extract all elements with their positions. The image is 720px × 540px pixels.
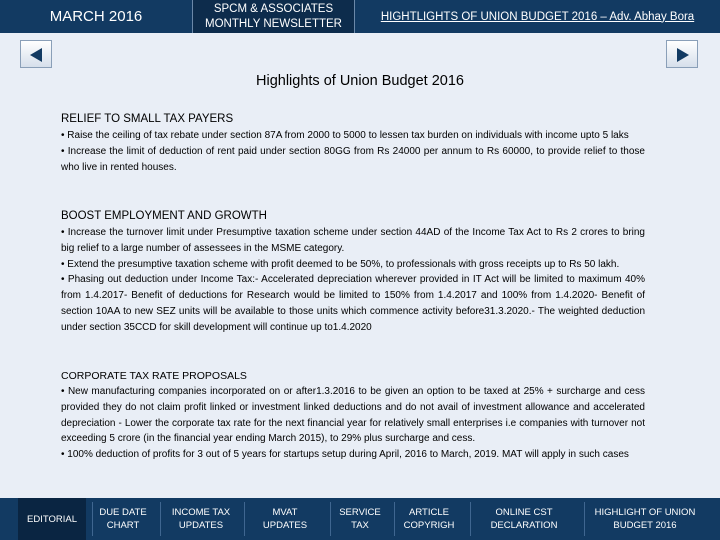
previous-page-button[interactable] (20, 40, 52, 68)
section-heading: BOOST EMPLOYMENT AND GROWTH (61, 210, 267, 222)
nav-label: UPDATES (178, 520, 224, 531)
nav-label: UPDATES (262, 520, 308, 531)
page-title: Highlights of Union Budget 2016 (256, 73, 464, 89)
bullet-paragraph: • Phasing out deduction under Income Tax:- Accelerated depreciation wherever provided in IT Act will be limited to maximum 40% from 1.4.2017- Benefit of deductions for Research would be limited to 150% from 1.4.2017 and 100% from 1.4.2020- Benefit of section 10AA to new SEZ units will be available to those units which commence activity before31.3.2020.- The weighted deduction under section 35CCD for skill development will continue up to1.4.2020 (61, 274, 645, 333)
section-heading: CORPORATE TAX RATE PROPOSALS (61, 370, 247, 382)
nav-label: ONLINE CST (495, 507, 553, 518)
nav-label: COPYRIGH (403, 520, 455, 531)
newsletter-title (193, 0, 354, 33)
article-title-link[interactable]: HIGHTLIGHTS OF UNION BUDGET 2016 – Adv. Abhay Bora (380, 10, 695, 23)
nav-label: TAX (351, 520, 369, 531)
nav-label: CHART (106, 520, 140, 531)
nav-online-cst-declaration-button[interactable] (471, 498, 577, 540)
nav-label: DUE DATE (99, 507, 147, 518)
bullet-paragraph: • Extend the presumptive taxation scheme with profit deemed to be 50%, to professionals with gross receipts up to Rs 50 lakh. (61, 258, 620, 270)
nav-label: MVAT (272, 507, 298, 518)
newsletter-title-line2: MONTHLY NEWSLETTER (205, 17, 342, 30)
bullet-paragraph: • Increase the limit of deduction of rent paid under section 80GG from Rs 24000 per annum to Rs 60000, to provide relief to those who live in rented houses. (61, 145, 645, 173)
bullet-paragraph: • Increase the turnover limit under Presumptive taxation scheme under section 44AD of the Income Tax Act to Rs 2 crores to bring big relief to a large number of assessees in the MSME category. (61, 227, 645, 254)
nav-label: HIGHLIGHT OF UNION (594, 507, 696, 518)
section-employment (61, 209, 645, 336)
next-page-button[interactable] (666, 40, 698, 68)
section-relief (61, 112, 645, 175)
section-corporate-tax (61, 369, 645, 463)
nav-service-tax-button[interactable] (331, 498, 389, 540)
section-heading: RELIEF TO SMALL TAX PAYERS (61, 113, 234, 125)
bullet-paragraph: • Raise the ceiling of tax rebate under section 87A from 2000 to 5000 to lessen tax burden on individuals with income upto 5 laks (61, 130, 629, 141)
nav-label: INCOME TAX (171, 507, 231, 518)
issue-month: MARCH 2016 (49, 8, 143, 25)
triangle-right-icon (677, 48, 689, 62)
nav-income-tax-updates-button[interactable] (161, 498, 241, 540)
nav-label: SERVICE (339, 507, 381, 518)
nav-article-copyright-button[interactable] (395, 498, 463, 540)
nav-editorial-button[interactable] (18, 498, 86, 540)
nav-label: ARTICLE (409, 507, 449, 518)
bullet-paragraph: • New manufacturing companies incorporated on or after1.3.2016 to be given an option to be taxed at 25% + surcharge and cess provided they do not claim profit linked or investment linked deductions and do not avail of investment allowance and accelerated depreciation - Lower the corporate tax rate for the next financial year for relatively small enterprises i.e companies with turnover not exceeding 5 crore (in the financial year ending March 2015), to 29% plus surcharge and cess. (61, 386, 645, 445)
nav-label: EDITORIAL (27, 513, 77, 525)
newsletter-title-line1: SPCM & ASSOCIATES (213, 2, 334, 15)
nav-label: DECLARATION (490, 520, 558, 531)
nav-due-date-chart-button[interactable] (93, 498, 153, 540)
nav-mvat-updates-button[interactable] (245, 498, 325, 540)
nav-highlight-union-budget-button[interactable] (585, 498, 705, 540)
nav-label: BUDGET 2016 (613, 520, 677, 531)
bullet-paragraph: • 100% deduction of profits for 3 out of 5 years for startups setup during April, 2016 to March, 2019. MAT will apply in such cases (61, 449, 629, 461)
triangle-left-icon (30, 48, 42, 62)
